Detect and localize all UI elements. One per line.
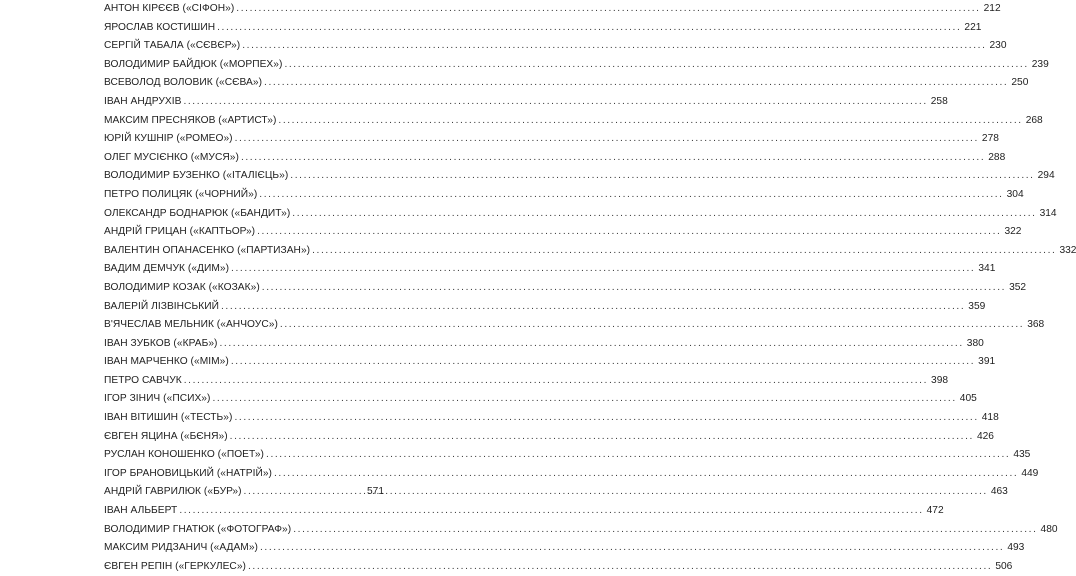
toc-entry-title: ВОЛОДИМИР ГНАТЮК («ФОТОГРАФ») — [104, 523, 292, 535]
dot-leader — [264, 74, 1008, 93]
toc-entry-title: ЄВГЕН РЕПІН («ГЕРКУЛЕС») — [104, 560, 246, 572]
toc-entry-page: 398 — [931, 374, 949, 386]
toc-entry — [104, 56, 1049, 75]
toc-entry — [104, 558, 1013, 576]
dot-leader — [221, 298, 965, 317]
toc-entry-page: 268 — [1025, 114, 1043, 126]
dot-leader — [212, 390, 956, 409]
toc-entry-title: ІВАН ВІТИШИН («ТЕСТЬ») — [104, 412, 233, 424]
dot-leader — [274, 465, 1018, 484]
dot-leader — [290, 167, 1034, 186]
dot-leader — [231, 353, 975, 372]
toc-entry-title: В'ЯЧЕСЛАВ МЕЛЬНИК («АНЧОУС») — [104, 319, 278, 331]
toc-entry-page: 278 — [981, 133, 999, 145]
toc-entry — [104, 539, 1025, 558]
toc-entry-title: ЄВГЕН ЯЦИНА («БЄНЯ») — [104, 430, 228, 442]
dot-leader — [278, 112, 1022, 131]
toc-entry-title: ЮРІЙ КУШНІР («РОМЕО») — [104, 133, 233, 145]
dot-leader — [234, 409, 978, 428]
page-number: 571 — [367, 486, 384, 497]
toc-entry — [104, 37, 1007, 56]
dot-leader — [260, 539, 1004, 558]
dot-leader — [259, 186, 1003, 205]
toc-entry-page: 449 — [1021, 467, 1039, 479]
toc-entry-page: 258 — [930, 95, 948, 107]
toc-entry — [104, 223, 1022, 242]
toc-entry-title: ОЛЕКСАНДР БОДНАРЮК («БАНДИТ») — [104, 207, 291, 219]
dot-leader — [244, 483, 988, 502]
toc-entry-title: АНДРІЙ ГАВРИЛЮК («БУР») — [104, 486, 242, 498]
toc-entry-page: 368 — [1027, 319, 1045, 331]
toc-entry — [104, 93, 948, 112]
dot-leader — [179, 502, 923, 521]
toc-entry-title: СЕРГІЙ ТАБАЛА («СЄВЄР») — [104, 40, 241, 52]
toc-entry-page: 480 — [1040, 523, 1058, 535]
toc-entry-title: АНТОН КІРЄЄВ («СІФОН») — [104, 3, 235, 14]
toc-entry-title: ІВАН ЗУБКОВ («КРАБ») — [104, 337, 218, 349]
toc-entry-page: 212 — [983, 3, 1001, 14]
toc-entry-page: 405 — [959, 393, 977, 405]
toc-entry-title: МАКСИМ ПРЕСНЯКОВ («АРТИСТ») — [104, 114, 277, 126]
toc-entry-page: 332 — [1059, 244, 1076, 256]
dot-leader — [312, 242, 1056, 261]
toc-entry-page: 294 — [1037, 170, 1055, 182]
toc-entry — [104, 74, 1029, 93]
toc-entry-page: 506 — [995, 560, 1013, 572]
toc-entry-title: ІВАН АЛЬБЕРТ — [104, 505, 178, 517]
dot-leader — [280, 316, 1024, 335]
toc-entry — [104, 335, 984, 354]
dot-leader — [184, 372, 928, 391]
toc-entry-page: 304 — [1006, 188, 1024, 200]
toc-entry-page: 391 — [978, 356, 996, 368]
dot-leader — [241, 149, 985, 168]
toc-entry-title: ВОЛОДИМИР БАЙДЮК («МОРПЕХ») — [104, 58, 283, 70]
toc-entry — [104, 298, 986, 317]
toc-entry — [104, 390, 977, 409]
toc-entry — [104, 19, 982, 38]
dot-leader — [242, 37, 986, 56]
toc-entry-page: 288 — [988, 151, 1006, 163]
toc-entry-page: 472 — [926, 505, 944, 517]
toc-entry-page: 230 — [989, 40, 1007, 52]
dot-leader — [235, 130, 979, 149]
toc-entry-page: 493 — [1007, 542, 1025, 554]
table-of-contents — [104, 0, 1076, 576]
toc-entry — [104, 353, 996, 372]
toc-entry — [104, 0, 1001, 19]
toc-entry-page: 463 — [990, 486, 1008, 498]
dot-leader — [230, 428, 974, 447]
dot-leader — [284, 56, 1028, 75]
toc-entry — [104, 446, 1031, 465]
toc-entry-title: ПЕТРО ПОЛИЦЯК («ЧОРНИЙ») — [104, 188, 258, 200]
dot-leader — [266, 446, 1010, 465]
toc-entry-title: ПЕТРО САВЧУК — [104, 374, 182, 386]
toc-entry-title: ІГОР БРАНОВИЦЬКИЙ («НАТРІЙ») — [104, 467, 272, 479]
dot-leader — [257, 223, 1001, 242]
toc-entry-title: ВАЛЕНТИН ОПАНАСЕНКО («ПАРТИЗАН») — [104, 244, 311, 256]
toc-entry-page: 380 — [966, 337, 984, 349]
toc-entry — [104, 372, 949, 391]
toc-entry-title: ОЛЕГ МУСІЄНКО («МУСЯ») — [104, 151, 239, 163]
toc-entry — [104, 521, 1058, 540]
toc-entry — [104, 483, 1008, 502]
toc-entry-page: 352 — [1009, 281, 1027, 293]
toc-entry-page: 250 — [1011, 77, 1029, 89]
dot-leader — [217, 19, 961, 38]
dot-leader — [219, 335, 963, 354]
dot-leader — [231, 260, 975, 279]
toc-entry — [104, 465, 1039, 484]
toc-entry — [104, 409, 999, 428]
toc-entry-page: 341 — [978, 263, 996, 275]
toc-entry-page: 221 — [964, 21, 982, 33]
toc-entry-title: ІВАН МАРЧЕНКО («МІМ») — [104, 356, 229, 368]
toc-entry-title: ЯРОСЛАВ КОСТИШИН — [104, 21, 216, 33]
toc-entry-title: АНДРІЙ ГРИЦАН («КАПТЬОР») — [104, 226, 256, 238]
toc-entry-page: 359 — [968, 300, 986, 312]
toc-entry-title: ІГОР ЗІНИЧ («ПСИХ») — [104, 393, 211, 405]
toc-entry-title: ВОЛОДИМИР БУЗЕНКО («ІТАЛІЄЦЬ») — [104, 170, 289, 182]
toc-entry-page: 239 — [1031, 58, 1049, 70]
toc-entry-title: ВОЛОДИМИР КОЗАК («КОЗАК») — [104, 281, 260, 293]
toc-entry — [104, 316, 1045, 335]
toc-entry — [104, 260, 996, 279]
toc-entry-page: 418 — [981, 412, 999, 424]
toc-entry-title: ВАДИМ ДЕМЧУК («ДИМ») — [104, 263, 230, 275]
toc-entry — [104, 502, 944, 521]
toc-entry-title: МАКСИМ РИДЗАНИЧ («АДАМ») — [104, 542, 258, 554]
dot-leader — [292, 205, 1036, 224]
toc-entry — [104, 205, 1057, 224]
dot-leader — [236, 0, 980, 19]
toc-entry-title: РУСЛАН КОНОШЕНКО («ПОЕТ») — [104, 449, 265, 461]
toc-entry — [104, 167, 1055, 186]
toc-entry — [104, 279, 1027, 298]
toc-entry-title: ІВАН АНДРУХІВ — [104, 95, 182, 107]
toc-entry-page: 435 — [1013, 449, 1031, 461]
toc-entry-page: 426 — [976, 430, 994, 442]
toc-entry — [104, 242, 1076, 261]
toc-entry — [104, 130, 999, 149]
toc-entry-page: 314 — [1039, 207, 1057, 219]
toc-entry-title: ВСЕВОЛОД ВОЛОВИК («СЄВА») — [104, 77, 263, 89]
dot-leader — [183, 93, 927, 112]
dot-leader — [262, 279, 1006, 298]
toc-entry-title: ВАЛЕРІЙ ЛІЗВІНСЬКИЙ — [104, 300, 219, 312]
toc-entry — [104, 186, 1024, 205]
toc-entry — [104, 112, 1043, 131]
toc-entry-page: 322 — [1004, 226, 1022, 238]
toc-entry — [104, 149, 1006, 168]
dot-leader — [248, 558, 992, 576]
dot-leader — [293, 521, 1037, 540]
toc-entry — [104, 428, 994, 447]
